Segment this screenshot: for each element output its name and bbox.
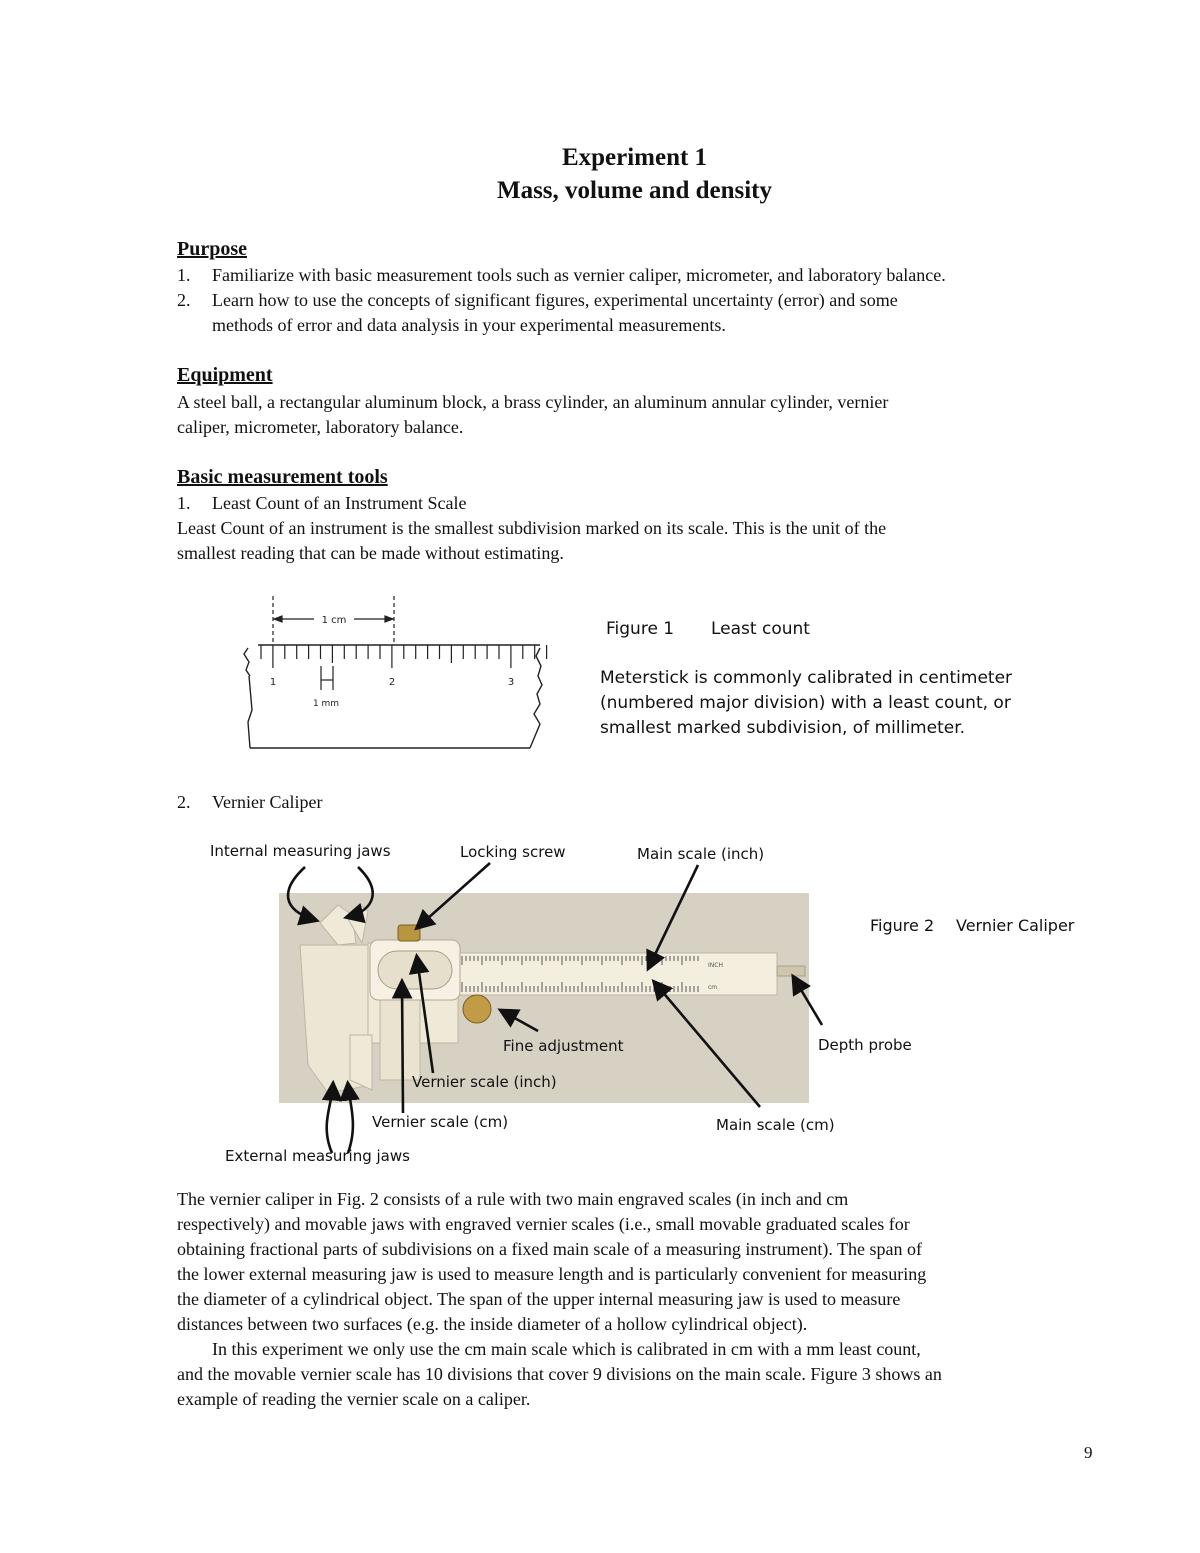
mm-span-marker: [321, 666, 333, 690]
figure-1-caption-title: Least count: [711, 619, 810, 639]
para1-line-1: The vernier caliper in Fig. 2 consists of a rule with two main engraved scales (in inch and cm: [177, 1189, 849, 1209]
para1-line-2: respectively) and movable jaws with engraved vernier scales (i.e., small movable graduated scales for: [177, 1214, 910, 1234]
equipment-line-1: A steel ball, a rectangular aluminum block, a brass cylinder, an aluminum annular cylinder, vernier: [177, 392, 889, 412]
label-main-scale-inch: Main scale (inch): [637, 845, 765, 863]
figure-1-desc-line-1: Meterstick is commonly calibrated in centimeter: [600, 668, 1013, 688]
equipment-line-2: caliper, micrometer, laboratory balance.: [177, 417, 464, 437]
figure-2-caption-num: Figure 2: [870, 916, 935, 935]
vernier-title: Vernier Caliper: [212, 792, 323, 812]
purpose-item-2-line-2: methods of error and data analysis in your experimental measurements.: [212, 315, 726, 335]
fine-adjustment-knob: [463, 995, 491, 1023]
ruler-ticks: [261, 645, 547, 668]
scale-cm-mark: cm: [708, 984, 718, 991]
mm-span-label: 1 mm: [312, 699, 340, 709]
purpose-item-1-num: 1.: [177, 265, 191, 285]
ruler-number-2: 2: [388, 677, 396, 688]
cm-span-label: 1 cm: [321, 615, 347, 626]
label-external-jaws: External measuring jaws: [225, 1147, 410, 1165]
label-vernier-inch: Vernier scale (inch): [412, 1073, 557, 1091]
label-main-scale-cm: Main scale (cm): [716, 1116, 835, 1134]
label-internal-jaws: Internal measuring jaws: [210, 842, 391, 860]
purpose-heading: Purpose: [177, 238, 247, 260]
title-line-2: Mass, volume and density: [496, 177, 773, 204]
purpose-item-2-line-1: Learn how to use the concepts of significant figures, experimental uncertainty (error) and some: [212, 290, 898, 310]
label-depth-probe: Depth probe: [818, 1036, 912, 1054]
para2-line-3: example of reading the vernier scale on a caliper.: [177, 1389, 531, 1409]
ruler-body: [244, 645, 542, 748]
least-count-line-2: smallest reading that can be made without estimating.: [177, 543, 564, 563]
para1-line-3: obtaining fractional parts of subdivisions on a fixed main scale of a measuring instrument). The span of: [177, 1239, 922, 1259]
label-locking-screw: Locking screw: [460, 843, 566, 861]
figure-1-ruler: [240, 590, 550, 755]
least-count-title: Least Count of an Instrument Scale: [212, 493, 467, 513]
least-count-num: 1.: [177, 493, 191, 513]
para2-line-2: and the movable vernier scale has 10 divisions that cover 9 divisions on the main scale. Figure 3 shows an: [177, 1364, 942, 1384]
para1-line-4: the lower external measuring jaw is used to measure length and is particularly convenient for measuring: [177, 1264, 927, 1284]
label-fine-adjustment: Fine adjustment: [503, 1037, 624, 1055]
figure-2-caption-title: Vernier Caliper: [956, 916, 1075, 935]
locking-screw-knob: [398, 925, 420, 941]
basic-tools-heading: Basic measurement tools: [177, 466, 388, 488]
label-vernier-cm: Vernier scale (cm): [372, 1113, 509, 1131]
para1-line-6: distances between two surfaces (e.g. the inside diameter of a hollow cylindrical object).: [177, 1314, 808, 1334]
scale-inch-mark: INCH: [708, 962, 723, 969]
page-number: 9: [1084, 1443, 1093, 1462]
para1-line-5: the diameter of a cylindrical object. The span of the upper internal measuring jaw is used to measure: [177, 1289, 901, 1309]
para2-line-1: In this experiment we only use the cm main scale which is calibrated in cm with a mm least count,: [212, 1339, 921, 1359]
figure-1-desc-line-3: smallest marked subdivision, of millimeter.: [600, 718, 966, 738]
purpose-item-2-num: 2.: [177, 290, 191, 310]
vernier-num: 2.: [177, 792, 191, 812]
ruler-number-1: 1: [269, 677, 277, 688]
figure-1-caption-num: Figure 1: [606, 619, 675, 639]
figure-1-desc-line-2: (numbered major division) with a least count, or: [600, 693, 1011, 713]
ruler-number-3: 3: [507, 677, 515, 688]
title-line-1: Experiment 1: [561, 144, 708, 171]
figure-2-caliper: [200, 835, 960, 1175]
purpose-item-1-text: Familiarize with basic measurement tools such as vernier caliper, micrometer, and laboratory balance.: [212, 265, 946, 285]
least-count-line-1: Least Count of an instrument is the smallest subdivision marked on its scale. This is the unit of the: [177, 518, 887, 538]
equipment-heading: Equipment: [177, 364, 273, 386]
